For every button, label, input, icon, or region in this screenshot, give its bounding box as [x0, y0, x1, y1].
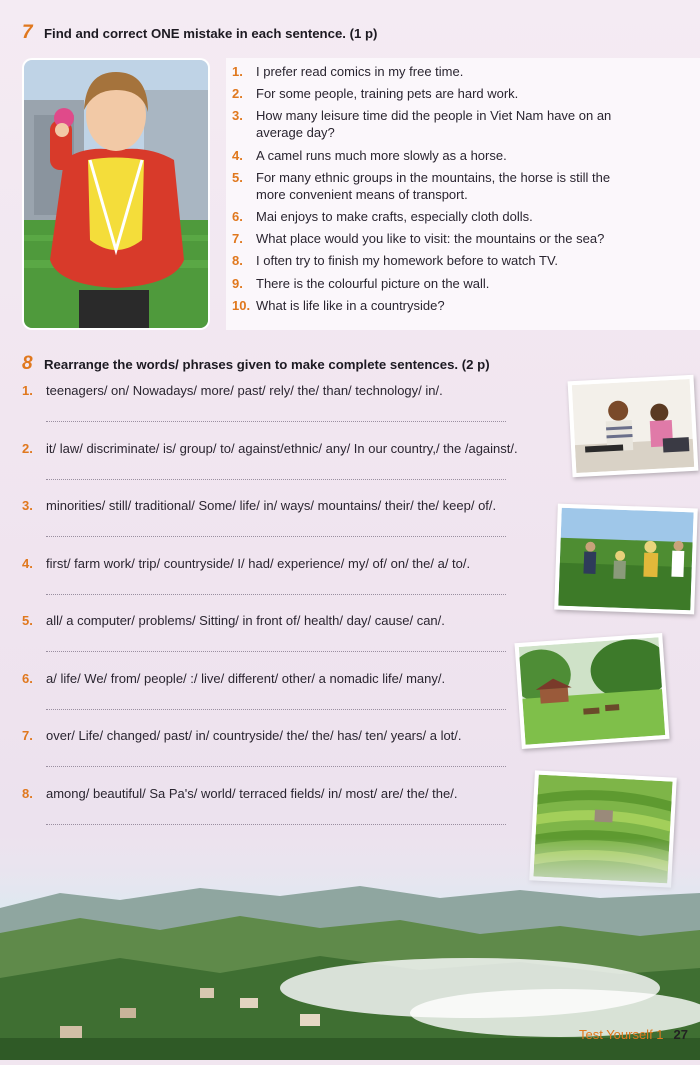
- item-number: 3.: [232, 108, 243, 124]
- page-number: 27: [673, 1027, 688, 1042]
- item-text: minorities/ still/ traditional/ Some/ life/ in/ ways/ mountains/ their/ the/ keep/ of/.: [46, 498, 497, 513]
- exercise-7-item: [232, 275, 642, 292]
- item-text: What place would you like to visit: the mountains or the sea?: [256, 231, 605, 247]
- item-text: How many leisure time did the people in Viet Nam have on an average day?: [256, 108, 612, 141]
- item-text: all/ a computer/ problems/ Sitting/ in front of/ health/ day/ cause/ can/.: [46, 613, 445, 628]
- item-text: I often try to finish my homework before to watch TV.: [256, 253, 559, 269]
- countryside-garden-photo: [514, 633, 669, 749]
- answer-line[interactable]: [46, 823, 506, 825]
- item-number: 8.: [232, 253, 243, 269]
- item-number: 7.: [22, 728, 33, 743]
- item-number: 6.: [232, 208, 243, 224]
- exercise-7-item: [232, 147, 642, 164]
- item-number: 5.: [22, 613, 33, 628]
- item-text: For some people, training pets are hard work.: [256, 86, 519, 102]
- item-text: There is the colourful picture on the wall.: [256, 275, 490, 291]
- farm-work-photo: [554, 504, 698, 615]
- exercise-7-item: [232, 63, 642, 80]
- answer-line[interactable]: [46, 765, 506, 767]
- item-number: 10.: [232, 297, 251, 313]
- item-number: 1.: [232, 64, 243, 79]
- item-text: among/ beautiful/ Sa Pa's/ world/ terraced fields/ in/ most/ are/ the/ the/.: [46, 786, 458, 801]
- exercise-7-header: [22, 22, 377, 44]
- exercise-7-item: [232, 230, 642, 247]
- item-number: 7.: [232, 231, 243, 247]
- item-text: I prefer read comics in my free time.: [256, 64, 464, 79]
- item-text: a/ life/ We/ from/ people/ :/ live/ different/ other/ a nomadic life/ many/.: [46, 671, 446, 686]
- item-number: 6.: [22, 671, 33, 686]
- answer-line[interactable]: [46, 650, 506, 652]
- exercise-8-item: [22, 670, 567, 710]
- item-text: What is life like in a countryside?: [256, 297, 445, 313]
- exercise-8-item: [22, 612, 567, 652]
- item-number: 4.: [232, 147, 243, 163]
- exercise-7-list: [232, 63, 642, 319]
- item-number: 8.: [22, 786, 33, 801]
- answer-line[interactable]: [46, 535, 506, 537]
- exercise-8-number: 8: [22, 353, 33, 374]
- item-text: A camel runs much more slowly as a horse.: [256, 147, 507, 163]
- item-text: first/ farm work/ trip/ countryside/ I/ had/ experience/ my/ of/ on/ the/ a/ to/.: [46, 556, 471, 571]
- item-text: it/ law/ discriminate/ is/ group/ to/ against/ethnic/ any/ In our country,/ the /against/.: [46, 441, 518, 456]
- exercise-8-item: [22, 497, 567, 537]
- item-number: 2.: [22, 441, 33, 456]
- exercise-7-item: [232, 252, 642, 269]
- exercise-7-item: [232, 297, 642, 314]
- item-text: Mai enjoys to make crafts, especially cloth dolls.: [256, 208, 533, 224]
- item-text: For many ethnic groups in the mountains, the horse is still the more convenient means of transport.: [256, 169, 611, 202]
- exercise-7-number: 7: [22, 22, 33, 43]
- exercise-7-item: [232, 169, 642, 203]
- exercise-8-header: [22, 353, 490, 375]
- exercise-8-item: [22, 555, 567, 595]
- answer-line[interactable]: [46, 478, 506, 480]
- item-number: 4.: [22, 556, 33, 571]
- page-footer: [579, 1027, 688, 1042]
- exercise-8-title: Rearrange the words/ phrases given to make complete sentences. (2 p): [44, 356, 490, 372]
- answer-line[interactable]: [46, 593, 506, 595]
- item-number: 9.: [232, 275, 243, 291]
- exercise-7-title: Find and correct ONE mistake in each sentence. (1 p): [44, 25, 378, 41]
- exercise-8-item: [22, 727, 567, 767]
- item-number: 3.: [22, 498, 33, 513]
- item-text: teenagers/ on/ Nowadays/ more/ past/ rely/ the/ than/ technology/ in/.: [46, 383, 443, 398]
- exercise-7-item: [232, 208, 642, 225]
- teenagers-with-laptops-photo: [568, 375, 699, 477]
- boy-with-ball-photo: [24, 60, 208, 328]
- exercise-7-item: [232, 107, 642, 141]
- exercise-8-item: [22, 785, 567, 825]
- footer-label: Test Yourself 1: [578, 1027, 664, 1042]
- exercise-8-item: [22, 382, 567, 422]
- exercise-8-item: [22, 440, 567, 480]
- item-text: over/ Life/ changed/ past/ in/ countryside/ the/ the/ has/ ten/ years/ a lot/.: [46, 728, 462, 743]
- exercise-7-item: [232, 85, 642, 102]
- item-number: 2.: [232, 86, 243, 102]
- item-number: 1.: [22, 383, 33, 398]
- answer-line[interactable]: [46, 708, 506, 710]
- answer-line[interactable]: [46, 420, 506, 422]
- item-number: 5.: [232, 169, 243, 185]
